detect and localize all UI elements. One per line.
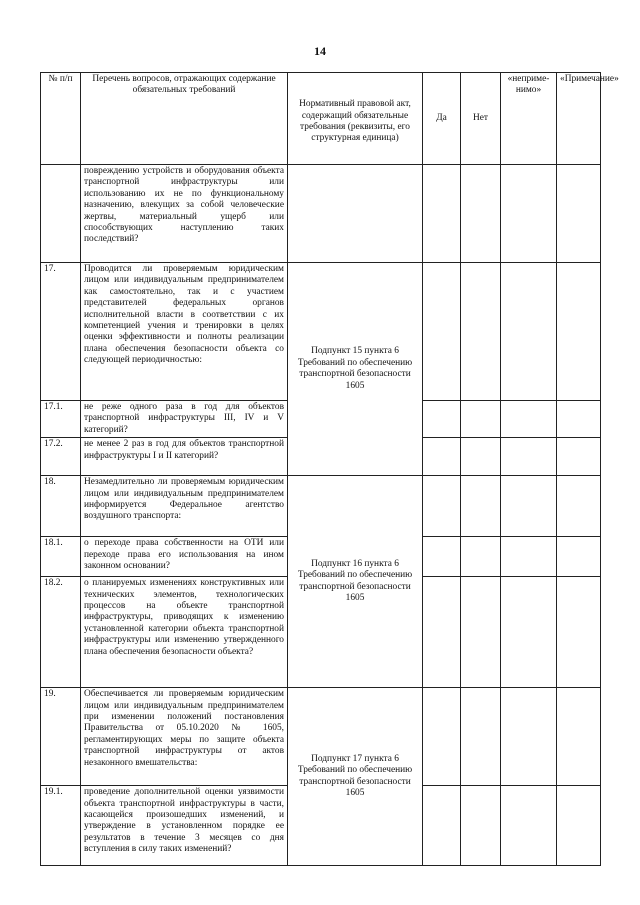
cell-no[interactable] xyxy=(461,577,501,688)
header-num: № п/п xyxy=(41,73,81,165)
cell-note[interactable] xyxy=(557,165,601,263)
row-act: Подпункт 17 пункта 6 Требований по обеспечению транспортной безопасности 1605 xyxy=(288,688,423,866)
cell-yes[interactable] xyxy=(423,688,461,786)
row-number: 18.1. xyxy=(41,537,81,577)
header-questions: Перечень вопросов, отражающих содержание обязательных требований xyxy=(81,73,288,165)
cell-yes[interactable] xyxy=(423,537,461,577)
cell-no[interactable] xyxy=(461,537,501,577)
cell-not-applicable[interactable] xyxy=(501,476,557,537)
row-question: о планируемых изменениях конструктивных или технических элементов, технологических процессов на объекте транспортной инфраструктуры, приводящих к изменению установленной категории объекта транспортной инфраструктуры или изменению утвержденного плана обеспечения безопасности объекта? xyxy=(81,577,288,688)
cell-no[interactable] xyxy=(461,688,501,786)
header-yes: Да xyxy=(423,73,461,165)
row-question: не реже одного раза в год для объектов транспортной инфраструктуры III, IV и V категорий? xyxy=(81,401,288,438)
cell-yes[interactable] xyxy=(423,577,461,688)
row-number: 17.1. xyxy=(41,401,81,438)
row-number xyxy=(41,165,81,263)
table-row xyxy=(41,263,601,401)
row-question: Проводится ли проверяемым юридическим лицом или индивидуальным предпринимателем как самостоятельно, так и с участием представителей федеральных органов исполнительной власти в соответствии с их компетенцией учения и тренировки в целях оценки эффективности и полноты реализации плана обеспечения безопасности объекта со следующей периодичностью: xyxy=(81,263,288,401)
cell-note[interactable] xyxy=(557,537,601,577)
table-row xyxy=(41,165,601,263)
row-question: не менее 2 раз в год для объектов транспортной инфраструктуры I и II категорий? xyxy=(81,438,288,476)
table-header-row xyxy=(41,73,601,165)
cell-yes[interactable] xyxy=(423,438,461,476)
row-number: 19. xyxy=(41,688,81,786)
cell-note[interactable] xyxy=(557,476,601,537)
cell-no[interactable] xyxy=(461,476,501,537)
cell-not-applicable[interactable] xyxy=(501,263,557,401)
cell-not-applicable[interactable] xyxy=(501,537,557,577)
cell-yes[interactable] xyxy=(423,263,461,401)
cell-not-applicable[interactable] xyxy=(501,786,557,866)
cell-note[interactable] xyxy=(557,263,601,401)
header-note: «Примечание» xyxy=(557,73,601,165)
row-number: 18. xyxy=(41,476,81,537)
cell-no[interactable] xyxy=(461,165,501,263)
row-number: 18.2. xyxy=(41,577,81,688)
cell-yes[interactable] xyxy=(423,401,461,438)
page-number: 14 xyxy=(314,44,326,58)
row-act: Подпункт 15 пункта 6 Требований по обеспечению транспортной безопасности 1605 xyxy=(288,263,423,476)
cell-yes[interactable] xyxy=(423,476,461,537)
cell-not-applicable[interactable] xyxy=(501,577,557,688)
row-question: проведение дополнительной оценки уязвимости объекта транспортной инфраструктуры в части, касающейся произошедших изменений, и утверждение в установленном порядке ее результатов в течение 3 месяцев со дня вступления в силу таких изменений? xyxy=(81,786,288,866)
header-no: Нет xyxy=(461,73,501,165)
cell-no[interactable] xyxy=(461,263,501,401)
row-question: о переходе права собственности на ОТИ или переходе права его использования на ином законном основании? xyxy=(81,537,288,577)
cell-no[interactable] xyxy=(461,786,501,866)
cell-not-applicable[interactable] xyxy=(501,165,557,263)
cell-note[interactable] xyxy=(557,438,601,476)
row-question: повреждению устройств и оборудования объекта транспортной инфраструктуры или использованию их не по функциональному назначению, влекущих за собой человеческие жертвы, материальный ущерб или способствующих наступлению таких последствий? xyxy=(81,165,288,263)
cell-note[interactable] xyxy=(557,786,601,866)
cell-note[interactable] xyxy=(557,401,601,438)
row-number: 17.2. xyxy=(41,438,81,476)
row-number: 17. xyxy=(41,263,81,401)
cell-yes[interactable] xyxy=(423,786,461,866)
row-question: Обеспечивается ли проверяемым юридическим лицом или индивидуальным предпринимателем при изменении положений постановления Правительства от 05.10.2020 № 1605, регламентирующих меры по защите объекта транспортной инфраструктуры от актов незаконного вмешательства: xyxy=(81,688,288,786)
table-row xyxy=(41,476,601,537)
row-question: Незамедлительно ли проверяемым юридическим лицом или индивидуальным предпринимателем информируется Федеральное агентство воздушного транспорта: xyxy=(81,476,288,537)
header-act: Нормативный правовой акт, содержащий обязательные требования (реквизиты, его структурная единица) xyxy=(288,73,423,165)
table-row xyxy=(41,688,601,786)
cell-yes[interactable] xyxy=(423,165,461,263)
cell-note[interactable] xyxy=(557,688,601,786)
row-number: 19.1. xyxy=(41,786,81,866)
cell-not-applicable[interactable] xyxy=(501,401,557,438)
row-act: Подпункт 16 пункта 6 Требований по обеспечению транспортной безопасности 1605 xyxy=(288,476,423,688)
cell-note[interactable] xyxy=(557,577,601,688)
row-act xyxy=(288,165,423,263)
cell-not-applicable[interactable] xyxy=(501,438,557,476)
requirements-table xyxy=(40,72,619,866)
header-not-applicable: «неприме-нимо» xyxy=(501,73,557,165)
cell-no[interactable] xyxy=(461,438,501,476)
cell-not-applicable[interactable] xyxy=(501,688,557,786)
cell-no[interactable] xyxy=(461,401,501,438)
